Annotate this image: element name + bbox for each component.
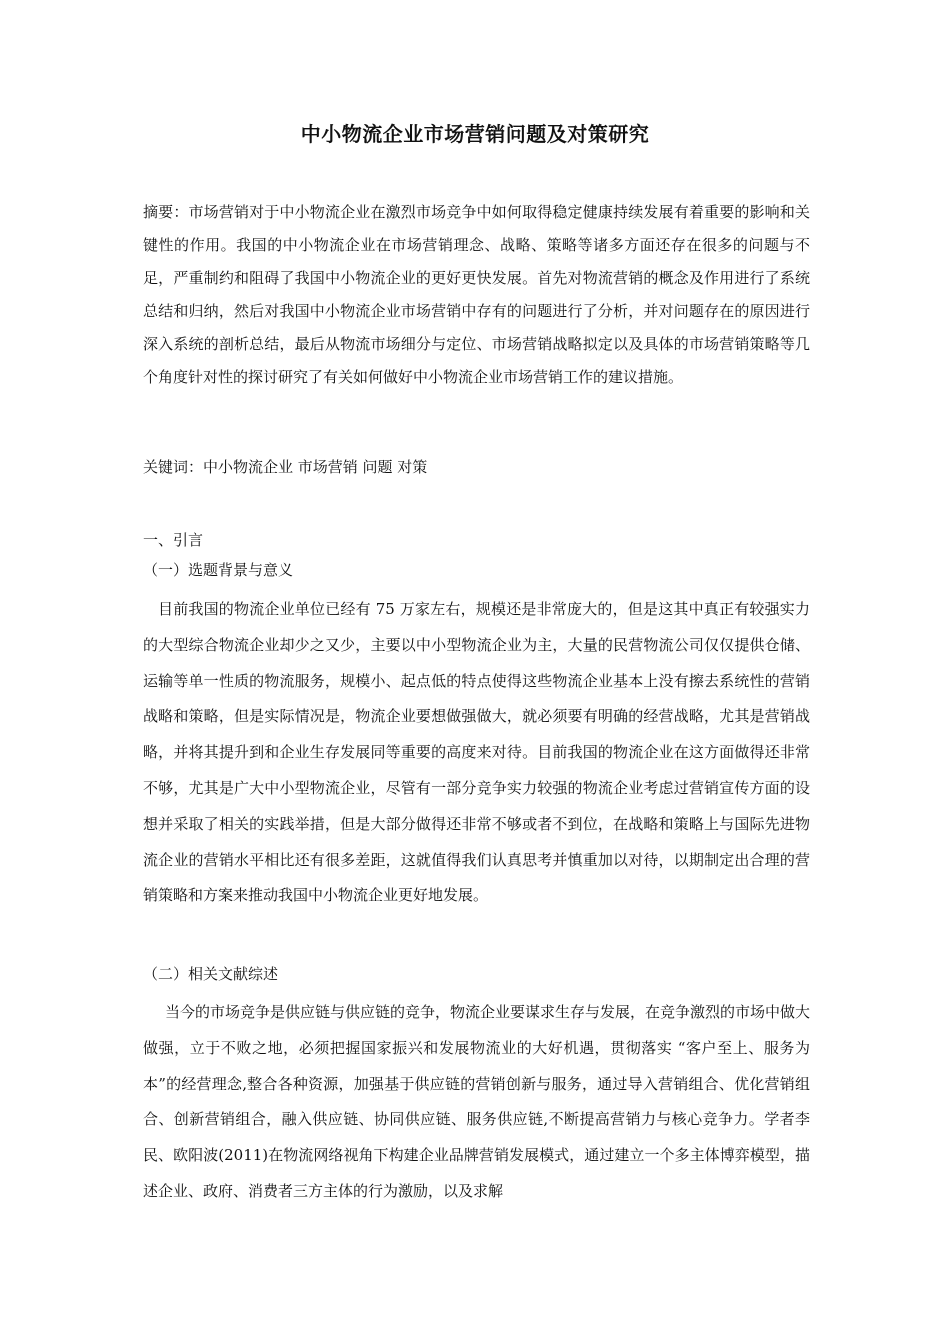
subsection-heading-literature-review: （二）相关文献综述 [143,965,279,983]
subsection-heading-background: （一）选题背景与意义 [143,561,294,579]
keywords-line: 关键词：中小物流企业 市场营销 问题 对策 [143,458,428,476]
body-paragraph-background: 目前我国的物流企业单位已经有 75 万家左右，规模还是非常庞大的，但是这其中真正有较强实力的大型综合物流企业却少之又少，主要以中小型物流企业为主，大量的民营物流公司仅仅提供仓储、运输等单一性质的物流服务，规模小、起点低的特点使得这些物流企业基本上没有擦去系统性的营销战略和策略，但是实际情况是，物流企业要想做强做大，就必须要有明确的经营战略，尤其是营销战略，并将其提升到和企业生存发展同等重要的高度来对待。目前我国的物流企业在这方面做得还非常不够，尤其是广大中小型物流企业，尽管有一部分竞争实力较强的物流企业考虑过营销宣传方面的设想并采取了相关的实践举措，但是大部分做得还非常不够或者不到位，在战略和策略上与国际先进物流企业的营销水平相比还有很多差距，这就值得我们认真思考并慎重加以对待，以期制定出合理的营销策略和方案来推动我国中小物流企业更好地发展。 [143,600,810,905]
section-heading-introduction: 一、引言 [143,531,204,549]
body-paragraph-literature-review: 当今的市场竞争是供应链与供应链的竞争，物流企业要谋求生存与发展，在竞争激烈的市场中做大做强，立于不败之地，必须把握国家振兴和发展物流业的大好机遇，贯彻落实 “客户至上、服务为本”的经营理念,整合各种资源，加强基于供应链的营销创新与服务，通过导入营销组合、优化营销组合、创新营销组合，融入供应链、协同供应链、服务供应链,不断提高营销力与核心竞争力。学者李民、欧阳波(2011)在物流网络视角下构建企业品牌营销发展模式，通过建立一个多主体博弈模型，描述企业、政府、消费者三方主体的行为激励，以及求解 [143,1003,811,1200]
abstract-paragraph: 摘要：市场营销对于中小物流企业在激烈市场竞争中如何取得稳定健康持续发展有着重要的影响和关键性的作用。我国的中小物流企业在市场营销理念、战略、策略等诸多方面还存在很多的问题与不足，严重制约和阻碍了我国中小物流企业的更好更快发展。首先对物流营销的概念及作用进行了系统总结和归纳，然后对我国中小物流企业市场营销中存有的问题进行了分析，并对问题存在的原因进行深入系统的剖析总结，最后从物流市场细分与定位、市场营销战略拟定以及具体的市场营销策略等几个角度针对性的探讨研究了有关如何做好中小物流企业市场营销工作的建议措施。 [143,203,810,386]
document-title: 中小物流企业市场营销问题及对策研究 [300,122,650,146]
